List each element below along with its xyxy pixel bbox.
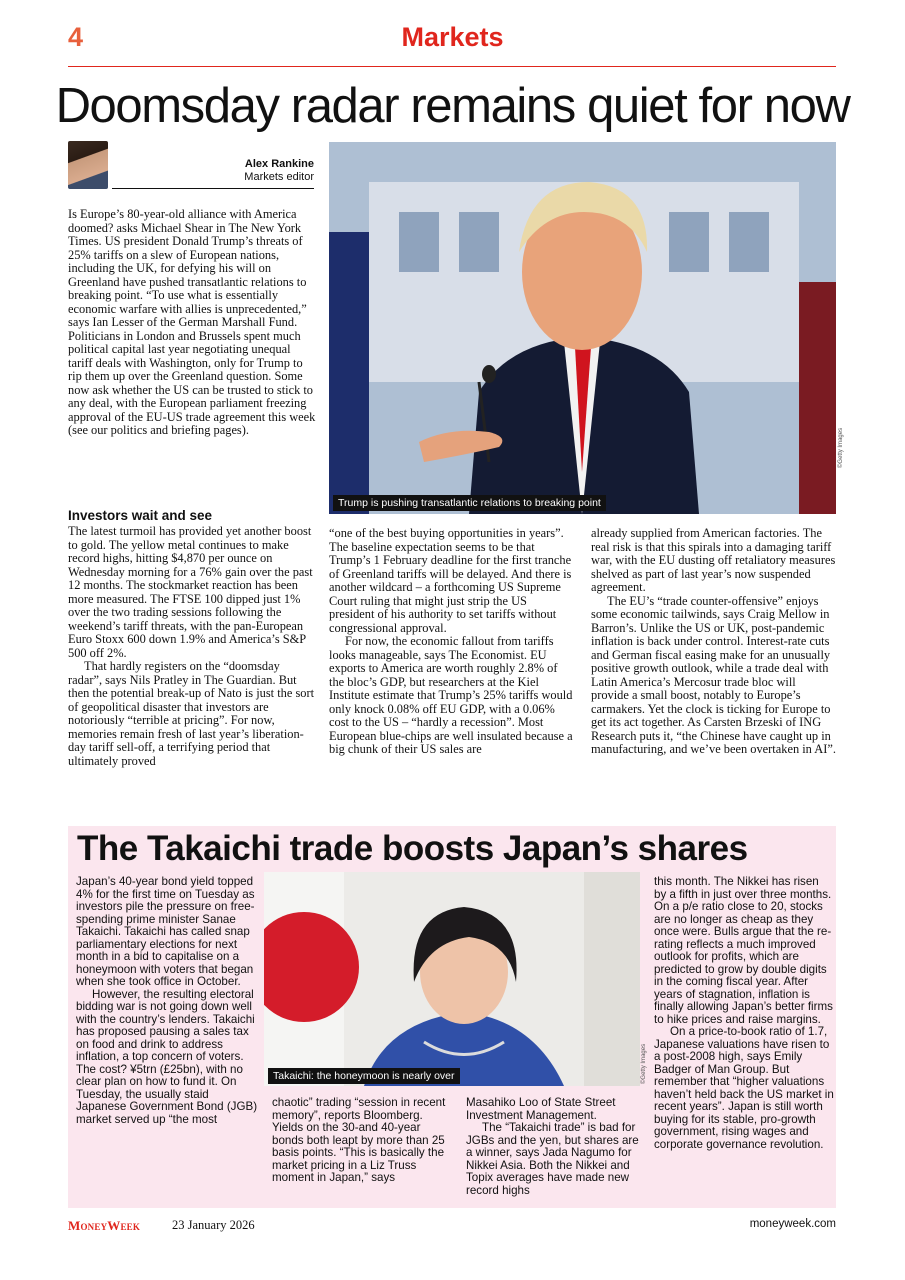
site-url[interactable]: moneyweek.com (749, 1218, 836, 1230)
photo-credit: ©Getty Images (838, 427, 844, 468)
paragraph: However, the resulting electoral bidding war is not going down well with the country’s lenders. Takaichi has proposed pausing a sales tax on food and drink to address inflation, a top concern of voters. The cost? ¥5trn (£25bn), with no clear plan on how to fund it. On Tuesday, the usually staid Japanese Government Bond (JGB) market served up “the most (76, 987, 258, 1126)
page-number: 4 (68, 22, 84, 52)
header-rule (68, 66, 836, 67)
subheading: Investors wait and see (68, 508, 213, 523)
takaichi-photo-illustration (264, 872, 640, 1086)
photo-caption: Trump is pushing transatlantic relations to breaking point (333, 495, 606, 511)
paragraph: The “Takaichi trade” is bad for JGBs and the yen, but shares are a winner, says Jada Nagumo for Nikkei Asia. Both the Nikkei and Topix averages have made new record highs (466, 1121, 639, 1197)
article-intro (68, 208, 316, 438)
paragraph: chaotic” trading “session in recent memory”, reports Bloomberg. Yields on the 30-and 40-year bonds both leapt by more than 25 basis points. “This is basically the market pricing in a Liz Truss moment in Japan,” says (272, 1096, 446, 1184)
takaichi-headline: The Takaichi trade boosts Japan’s shares (77, 829, 748, 868)
author-name: Alex Rankine (244, 158, 314, 170)
article-column-2 (329, 527, 574, 757)
trump-photo-illustration (329, 142, 836, 514)
article-column-1 (68, 525, 316, 768)
takaichi-column-1 (76, 876, 259, 1126)
takaichi-photo (264, 872, 640, 1086)
paragraph: Masahiko Loo of State Street Investment Management. (466, 1096, 616, 1122)
takaichi-column-2 (272, 1097, 450, 1185)
takaichi-column-3 (466, 1097, 644, 1197)
byline-rule (112, 188, 314, 189)
paragraph: That hardly registers on the “doomsday radar”, says Nils Pratley in The Guardian. But then the potential break-up of Nato is just the sort of geopolitical disaster that investors are notoriously “terrible at pricing”. For now, memories remain fresh of last year’s liberation-day tariff sell-off, a terrifying period that ultimately proved (68, 659, 315, 768)
takaichi-column-4 (654, 876, 834, 1151)
author-avatar (68, 141, 108, 189)
paragraph: “one of the best buying opportunities in years”. The baseline expectation seems to be that Trump’s 1 February deadline for the first tranche of Greenland tariffs will be delayed. And there is another wildcard – a forthcoming US Supreme Court ruling that might just strip the US president of his authority to set tariffs without congressional approval. (329, 526, 572, 635)
section-title: Markets (401, 22, 504, 52)
paragraph: already supplied from American factories. The real risk is that this spirals into a damaging tariff war, with the EU dusting off retaliatory measures shelved as part of last year’s now suspended agreement. (591, 526, 836, 594)
author-role: Markets editor (244, 171, 314, 183)
issue-date: 23 January 2026 (172, 1218, 255, 1232)
paragraph: On a price-to-book ratio of 1.7, Japanese valuations have risen to a post-2008 high, says Emily Badger of Man Group. But remember that “higher valuations haven’t held back the US market in recent years”. Japan is still worth buying for its stable, pro-growth government, rising wages and corporate governance revolution. (654, 1025, 834, 1151)
paragraph: For now, the economic fallout from tariffs looks manageable, says The Economist. EU exports to America are worth roughly 2.8% of the bloc’s GDP, but researchers at the Kiel Institute estimate that Trump’s 25% tariffs would only knock 0.08% off EU GDP, with a 0.06% cost to the US – “hardly a recession”. Most European blue-chips are well insulated because a big chunk of their US sales are (329, 634, 573, 756)
moneyweek-logo: MoneyWeek (68, 1218, 141, 1233)
article-column-3 (591, 527, 836, 757)
intro-paragraph: Is Europe’s 80-year-old alliance with America doomed? asks Michael Shear in The New York Times. US president Donald Trump’s threats of 25% tariffs on a slew of European nations, including the UK, for defying his will on Greenland have pushed transatlantic relations to breaking point. “To use what is essentially economic warfare with allies is unprecedented,” says Ian Lesser of the German Marshall Fund. Politicians in London and Brussels spent much political capital last year negotiating unequal tariff deals with Washington, only for Trump to rip them up over the Greenland question. Some now ask whether the US can be trusted to stick to any deal, with the European parliament freezing approval of the EU-US trade agreement this week (see our politics and briefing pages). (68, 207, 316, 437)
paragraph: The latest turmoil has provided yet another boost to gold. The yellow metal continues to make record highs, hitting $4,870 per ounce on Wednesday morning for a 76% gain over the past 12 months. The stockmarket reaction has been more measured. The FTSE 100 dipped just 1% over the two trading sessions following the weekend’s tariff threats, with the pan-European Euro Stoxx 600 down 1.9% and America’s S&P 500 off 2%. (68, 524, 313, 660)
photo-credit: ©Getty Images (641, 1043, 647, 1084)
photo-caption: Takaichi: the honeymoon is nearly over (268, 1068, 460, 1084)
paragraph: Japan’s 40-year bond yield topped 4% for the first time on Tuesday as investors pile the pressure on free-spending prime minister Sanae Takaichi. Takaichi has called snap parliamentary elections for next month in a bid to capitalise on a honeymoon with voters that began when she took office in October. (76, 875, 255, 988)
paragraph: The EU’s “trade counter-offensive” enjoys some economic tailwinds, says Craig Mellow in Barron’s. Unlike the US or UK, post-pandemic inflation is back under control. Interest-rate cuts and German fiscal easing make for an unusually positive growth outlook, while a trade deal with Latin America’s Mercosur trade bloc will provide a small boost, notably to Europe’s carmakers. Yet the clock is ticking for Europe to get its act together. As Carsten Brzeski of ING Research puts it, “the Chinese have caught up in manufacturing, and we’ve been overtaken in AI”. (591, 593, 836, 756)
paragraph: this month. The Nikkei has risen by a fifth in just over three months. On a p/e ratio close to 20, stocks are no longer as cheap as they once were. Bulls argue that the re-rating reflects a much improved outlook for profits, which are predicted to grow by double digits in the coming fiscal year. After years of stagnation, inflation is finally allowing Japan’s better firms to hike prices and raise margins. (654, 875, 833, 1026)
main-headline: Doomsday radar remains quiet for now (55, 79, 850, 133)
trump-photo (329, 142, 836, 514)
